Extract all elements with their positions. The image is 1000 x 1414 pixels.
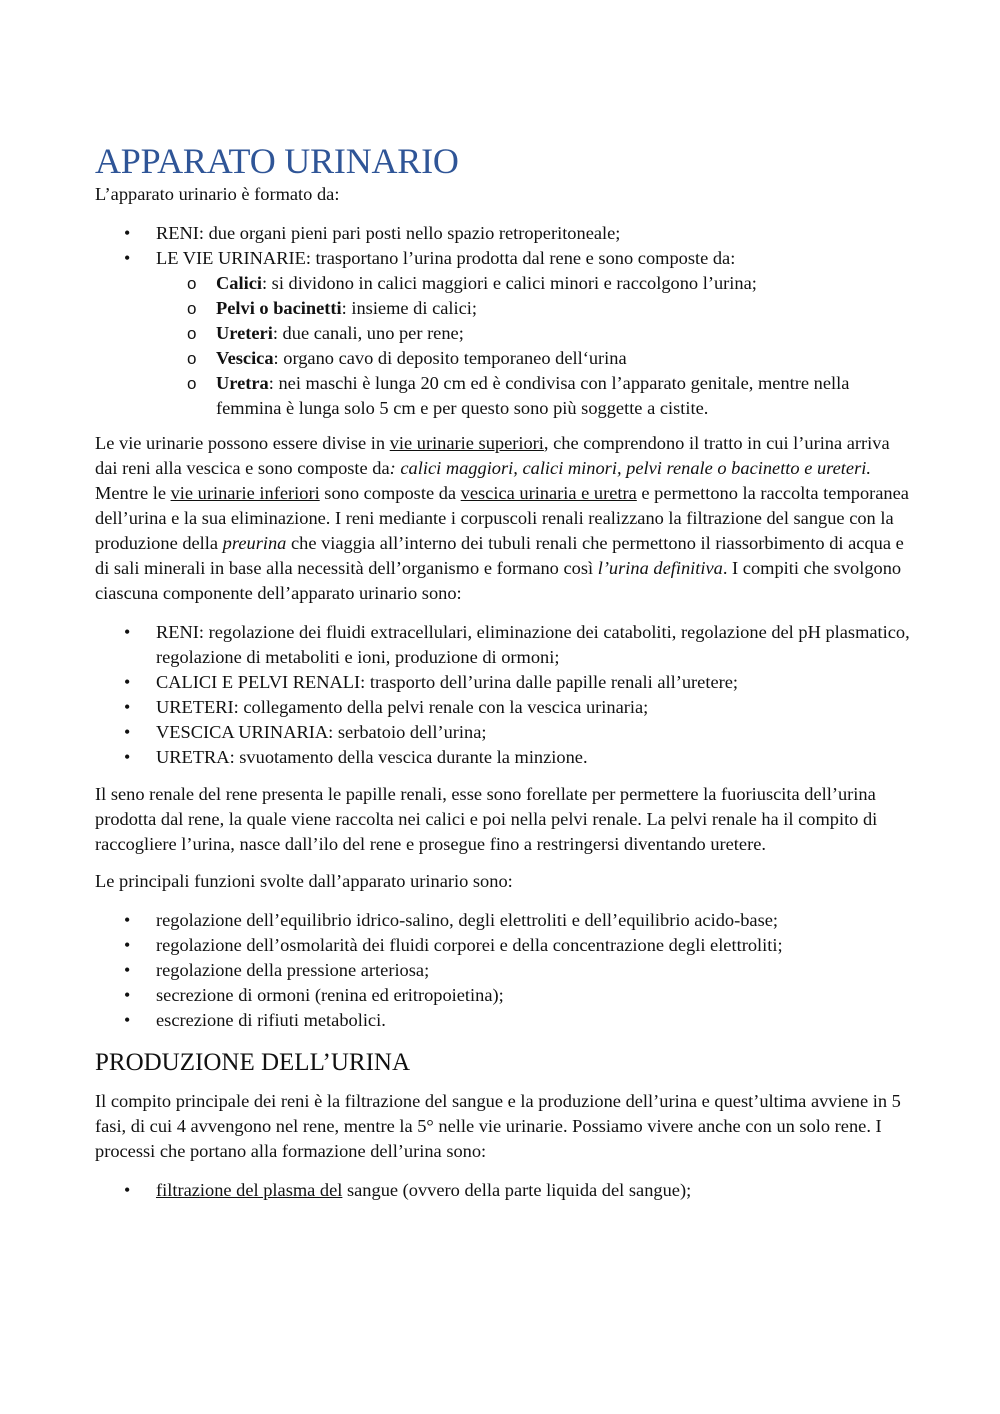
tasks-list [95,620,915,770]
components-list [95,221,915,421]
text-span: sangue (ovvero della parte liquida del sangue); [342,1180,692,1200]
underlined-term: vescica urinaria e uretra [460,483,637,503]
list-item: • regolazione dell’equilibrio idrico-salino, degli elettroliti e dell’equilibrio acido-base; [95,908,915,933]
underlined-term: filtrazione del plasma del [156,1180,343,1200]
list-item: • URETRA: svuotamento della vescica durante la minzione. [95,745,915,770]
definition: : organo cavo di deposito temporaneo dell‘urina [273,348,627,368]
definition: : si dividono in calici maggiori e calici minori e raccolgono l’urina; [261,273,757,293]
text-span: e permettono la raccolta temporanea dell’urina e la sua eliminazione. I reni mediante i corpuscoli renali realizzano la filtrazione del sangue con la produzione della [95,483,909,553]
term: Vescica [216,348,274,368]
term: Pelvi o bacinetti [216,298,342,318]
sub-list-item [156,296,915,321]
produzione-paragraph: Il compito principale dei reni è la filtrazione del sangue e la produzione dell’urina e quest’ultima avviene in 5 fasi, di cui 4 avvengono nel rene, mentre la 5° nelle vie urinarie. Possiamo vivere anche con un solo rene. I processi che portano alla formazione dell’urina sono: [95,1091,901,1161]
processes-list [95,1178,915,1203]
funzioni-intro: Le principali funzioni svolte dall’apparato urinario sono: [95,871,513,891]
list-item: • URETERI: collegamento della pelvi renale con la vescica urinaria; [95,695,915,720]
term: Calici [216,273,262,293]
text-span: sono composte da [319,483,461,503]
document-page [95,140,915,1213]
list-item: • CALICI E PELVI RENALI: trasporto dell’urina dalle papille renali all’uretere; [95,670,915,695]
sub-list-item [156,271,915,296]
list-item: • regolazione della pressione arteriosa; [95,958,915,983]
underlined-term: vie urinarie inferiori [170,483,320,503]
list-item [95,246,915,421]
text-span: . I compiti che svolgono ciascuna componente dell’apparato urinario sono: [95,558,902,603]
list-item: • secrezione di ormoni (renina ed eritropoietina); [95,983,915,1008]
definition: : nei maschi è lunga 20 cm ed è condivisa con l’apparato genitale, mentre nella femmina è lunga solo 5 cm e per questo sono più soggette a cistite. [216,373,850,418]
definition: : due canali, uno per rene; [272,323,464,343]
list-item [95,1178,915,1203]
list-item: • RENI: due organi pieni pari posti nello spazio retroperitoneale; [95,221,915,246]
text-span: , che comprendono il tratto in cui l’urina arriva dai reni alla vescica e sono composte da [95,433,890,478]
definition: : insieme di calici; [341,298,477,318]
intro-paragraph: L’apparato urinario è formato da: [95,184,340,204]
sub-list-item [156,371,915,421]
italic-text: : calici maggiori, calici minori, pelvi renale o bacinetto e ureteri. [389,458,871,478]
italic-text: l’urina definitiva [597,558,723,578]
seno-renale-paragraph: Il seno renale del rene presenta le papille renali, esse sono forellate per permettere la fuoriuscita dell’urina prodotta dal rene, la quale viene raccolta nei calici e poi nella pelvi renale. La pelvi renale ha il compito di raccogliere l’urina, nasce dall’ilo del rene e prosegue fino a restringersi diventando uretere. [95,784,878,854]
term: Uretra [216,373,269,393]
list-item-text: LE VIE URINARIE: trasportano l’urina prodotta dal rene e sono composte da: [156,248,736,268]
text-span: Mentre le [95,483,171,503]
term: Ureteri [216,323,273,343]
sub-list-item [156,346,915,371]
vie-urinarie-paragraph [95,431,915,606]
page-title: APPARATO URINARIO [95,141,459,181]
list-item: • escrezione di rifiuti metabolici. [95,1008,915,1033]
list-item: • regolazione dell’osmolarità dei fluidi corporei e della concentrazione degli elettroliti; [95,933,915,958]
section-heading: PRODUZIONE DELL’URINA [95,1049,411,1076]
text-span: che viaggia all’interno dei tubuli renali che permettono il riassorbimento di acqua e di sali minerali in base alla necessità dell’organismo e formano così [95,533,904,578]
functions-list [95,908,915,1033]
underlined-term: vie urinarie superiori [389,433,544,453]
italic-text: preurina [222,533,287,553]
text-span: Le vie urinarie possono essere divise in [95,433,390,453]
list-item: • VESCICA URINARIA: serbatoio dell’urina; [95,720,915,745]
sub-list [156,271,915,421]
list-item: • RENI: regolazione dei fluidi extracellulari, eliminazione dei cataboliti, regolazione del pH plasmatico, regolazione di metaboliti e ioni, produzione di ormoni; [95,620,915,670]
sub-list-item [156,321,915,346]
